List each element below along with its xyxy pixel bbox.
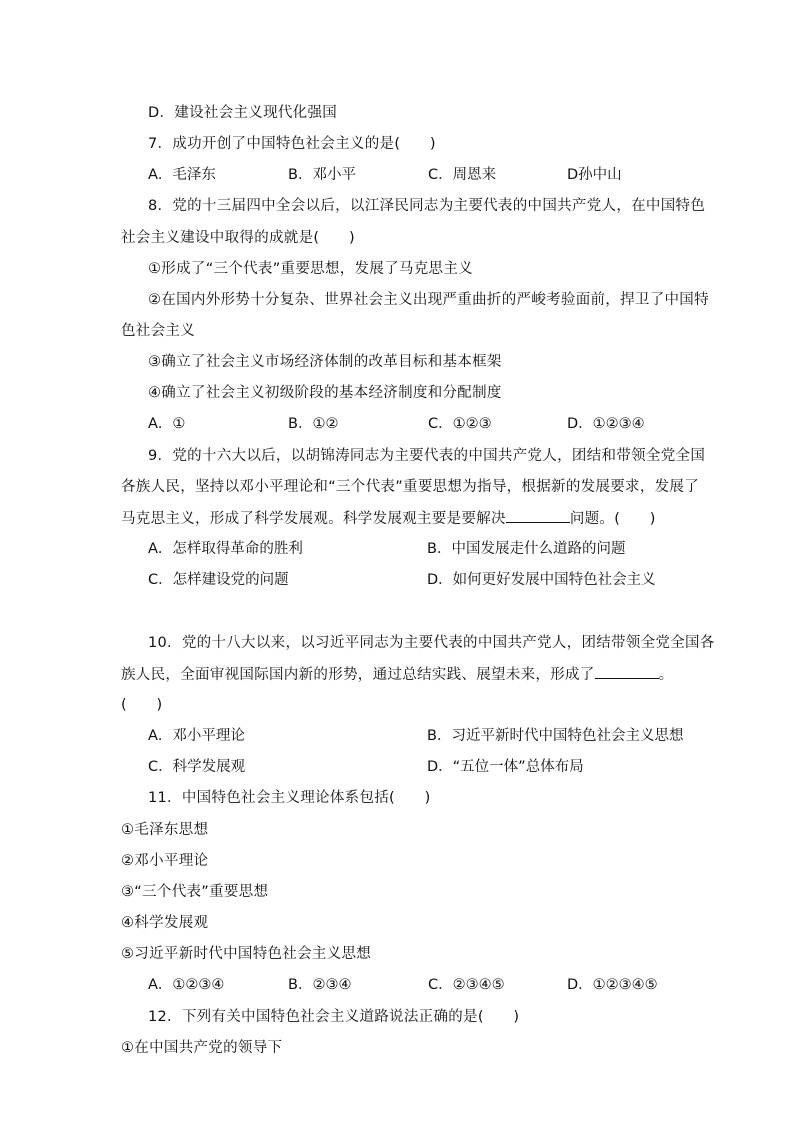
q9-stem-line2: 各族人民，坚持以邓小平理论和“三个代表”重要思想为指导，根据新的发展要求，发展了: [121, 479, 700, 495]
q7-stem: 7．成功开创了中国特色社会主义的是( ): [148, 136, 436, 152]
q12-item-1: ①在中国共产党的领导下: [121, 1040, 283, 1056]
q9-option-a: A．怎样取得革命的胜利: [148, 541, 303, 557]
q8-item-1: ①形成了“三个代表”重要思想，发展了马克思主义: [148, 261, 473, 277]
q11-item-1: ①毛泽东思想: [121, 822, 209, 838]
q9-stem-line3-a: 马克思主义，形成了科学发展观。科学发展观主要是要解决: [121, 511, 506, 527]
q8-option-c: C．①②③: [428, 416, 492, 432]
q9-option-c: C．怎样建设党的问题: [148, 572, 289, 588]
q11-item-4: ④科学发展观: [121, 915, 209, 931]
q8-item-2-cont: 色社会主义: [121, 323, 195, 339]
q10-stem-line2-a: 族人民，全面审视国际国内新的形势，通过总结实践、展望未来，形成了: [121, 667, 595, 683]
q10-option-b: B．习近平新时代中国特色社会主义思想: [427, 728, 684, 744]
q11-option-a: A．①②③④: [148, 977, 225, 993]
q7-option-c: C．周恩来: [428, 167, 497, 183]
q8-stem-line2: 社会主义建设中取得的成就是( ): [121, 230, 355, 246]
q10-option-d: D．“五位一体”总体布局: [427, 759, 584, 775]
q11-item-2: ②邓小平理论: [121, 853, 209, 869]
q9-stem-line3: [121, 508, 681, 529]
q9-option-d: D．如何更好发展中国特色社会主义: [427, 572, 656, 588]
q10-stem-line2-b: 。: [658, 667, 674, 683]
q11-option-c: C．②③④⑤: [428, 977, 505, 993]
q7-option-d: D孙中山: [567, 167, 622, 183]
q11-option-b: B．②③④: [288, 977, 352, 993]
q11-item-3: ③“三个代表”重要思想: [121, 884, 269, 900]
q10-stem-line2: [121, 664, 681, 685]
q10-stem-line3: ( ): [121, 697, 163, 713]
q12-stem: 12．下列有关中国特色社会主义道路说法正确的是( ): [148, 1009, 520, 1025]
q9-stem-line1: 9．党的十六大以后，以胡锦涛同志为主要代表的中国共产党人，团结和带领全党全国: [148, 448, 706, 464]
q11-stem: 11．中国特色社会主义理论体系包括( ): [148, 790, 431, 806]
q11-item-5: ⑤习近平新时代中国特色社会主义思想: [121, 946, 372, 962]
q8-item-2: ②在国内外形势十分复杂、世界社会主义出现严重曲折的严峻考验面前，捍卫了中国特: [148, 292, 709, 308]
q9-answer-blank: [506, 508, 570, 523]
q9-option-b: B．中国发展走什么道路的问题: [427, 541, 626, 557]
q8-option-a: A．①: [148, 416, 186, 432]
q10-stem-line1: 10．党的十八大以来，以习近平同志为主要代表的中国共产党人，团结带领全党全国各: [148, 635, 715, 651]
q10-option-a: A．邓小平理论: [148, 728, 245, 744]
q8-option-b: B．①②: [288, 416, 339, 432]
q9-stem-line3-b: 问题。( ): [569, 511, 656, 527]
q8-item-3: ③确立了社会主义市场经济体制的改革目标和基本框架: [148, 354, 502, 370]
q6-option-d: D．建设社会主义现代化强国: [148, 105, 338, 121]
q8-item-4: ④确立了社会主义初级阶段的基本经济制度和分配制度: [148, 385, 502, 401]
q8-stem-line1: 8．党的十三届四中全会以后，以江泽民同志为主要代表的中国共产党人，在中国特色: [148, 198, 706, 214]
q7-option-b: B．邓小平: [288, 167, 356, 183]
q7-option-a: A．毛泽东: [148, 167, 216, 183]
q8-option-d: D．①②③④: [567, 416, 645, 432]
q10-option-c: C．科学发展观: [148, 759, 246, 775]
q11-option-d: D．①②③④⑤: [567, 977, 658, 993]
q10-answer-blank: [595, 664, 659, 679]
